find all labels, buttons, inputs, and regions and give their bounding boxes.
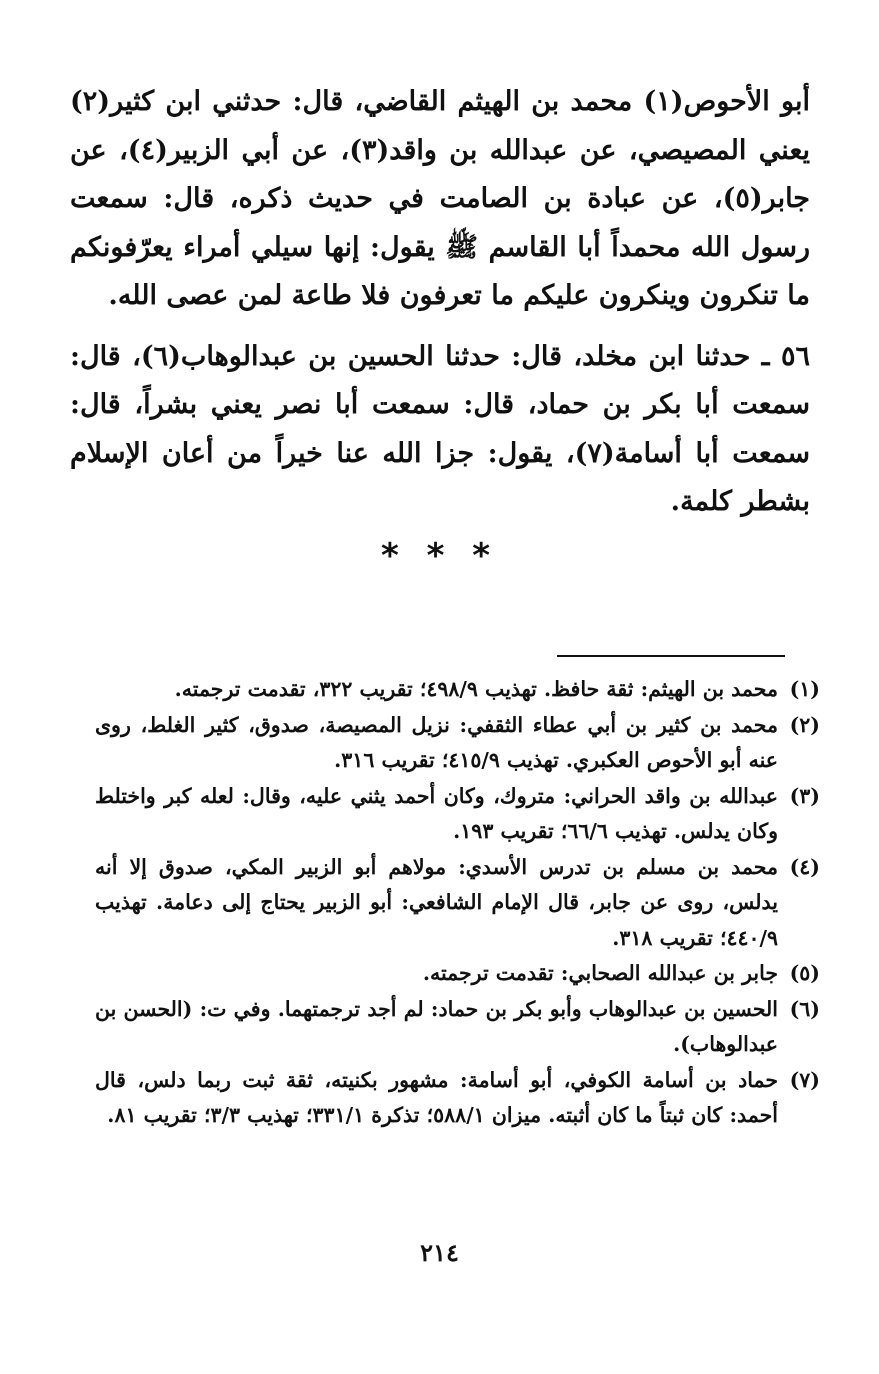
footnote-text: الحسين بن عبدالوهاب وأبو بكر بن حماد: لم أجد ترجمتهما. وفي ت: (الحسن بن عبدالوهاب). <box>95 996 778 1056</box>
footnote-1 <box>95 672 820 708</box>
footnote-text: عبدالله بن واقد الحراني: متروك، وكان أحمد يثني عليه، وقال: لعله كبر واختلط وكان يدلس. تهذيب ٦٦/٦؛ تقريب ١٩٣. <box>95 783 778 843</box>
footnote-5 <box>95 956 820 992</box>
footnote-6 <box>95 992 820 1063</box>
footnote-text: محمد بن مسلم بن تدرس الأسدي: مولاهم أبو الزبير المكي، صدوق إلا أنه يدلس، روى عن جابر، قال الإمام الشافعي: أبو الزبير يحتاج إلى دعامة. تهذيب ٤٤٠/٩؛ تقريب ٣١٨. <box>95 854 778 950</box>
footnote-text: جابر بن عبدالله الصحابي: تقدمت ترجمته. <box>422 961 778 985</box>
main-paragraph-2: ٥٦ ـ حدثنا ابن مخلد، قال: حدثنا الحسين بن عبدالوهاب(٦)، قال: سمعت أبا بكر بن حماد، قال: سمعت أبا نصر يعني بشراً، قال: سمعت أبا أسامة(٧)، يقول: جزا الله عنا خيراً من أعان الإسلام بشطر كلمة. <box>70 340 811 517</box>
main-paragraph-1: أبو الأحوص(١) محمد بن الهيثم القاضي، قال: حدثني ابن كثير(٢) يعني المصيصي، عن عبدالله بن واقد(٣)، عن أبي الزبير(٤)، عن جابر(٥)، عن عبادة بن الصامت في حديث ذكره، قال: سمعت رسول الله محمداً أبا القاسم ﷺ يقول: إنها سيلي أمراء يعرّفونكم ما تنكرون وينكرون عليكم ما تعرفون فلا طاعة لمن عصى الله. <box>70 86 810 311</box>
footnote-number: (٦) <box>789 996 820 1021</box>
footnote-3 <box>95 779 820 850</box>
footnote-text: حماد بن أسامة الكوفي، أبو أسامة: مشهور بكنيته، ثقة ثبت ربما دلس، قال أحمد: كان ثبتاً ما كان أثبته. ميزان ٥٨٨/١؛ تذكرة ٣٣١/١؛ تهذيب ٣/٣؛ تقريب ٨١. <box>95 1067 778 1127</box>
footnote-rule <box>557 655 785 657</box>
footnote-number: (٧) <box>789 1067 820 1092</box>
footnote-text: محمد بن الهيثم: ثقة حافظ. تهذيب ٤٩٨/٩؛ تقريب ٣٢٢، تقدمت ترجمته. <box>174 677 778 701</box>
footnote-number: (٤) <box>789 854 820 879</box>
footnote-number: (١) <box>789 677 820 701</box>
footnote-number: (٣) <box>789 783 820 808</box>
footnote-number: (٥) <box>789 961 820 985</box>
footnotes <box>95 672 820 1134</box>
footnote-number: (٢) <box>789 712 820 737</box>
page-number: ٢١٤ <box>420 1238 459 1267</box>
section-separator: * * * <box>380 536 498 576</box>
footnote-2 <box>95 708 820 779</box>
footnote-text: محمد بن كثير بن أبي عطاء الثقفي: نزيل المصيصة، صدوق، كثير الغلط، روى عنه أبو الأحوص العكبري. تهذيب ٤١٥/٩؛ تقريب ٣١٦. <box>95 712 778 772</box>
footnote-4 <box>95 850 820 957</box>
main-text <box>70 78 810 527</box>
footnote-7 <box>95 1063 820 1134</box>
